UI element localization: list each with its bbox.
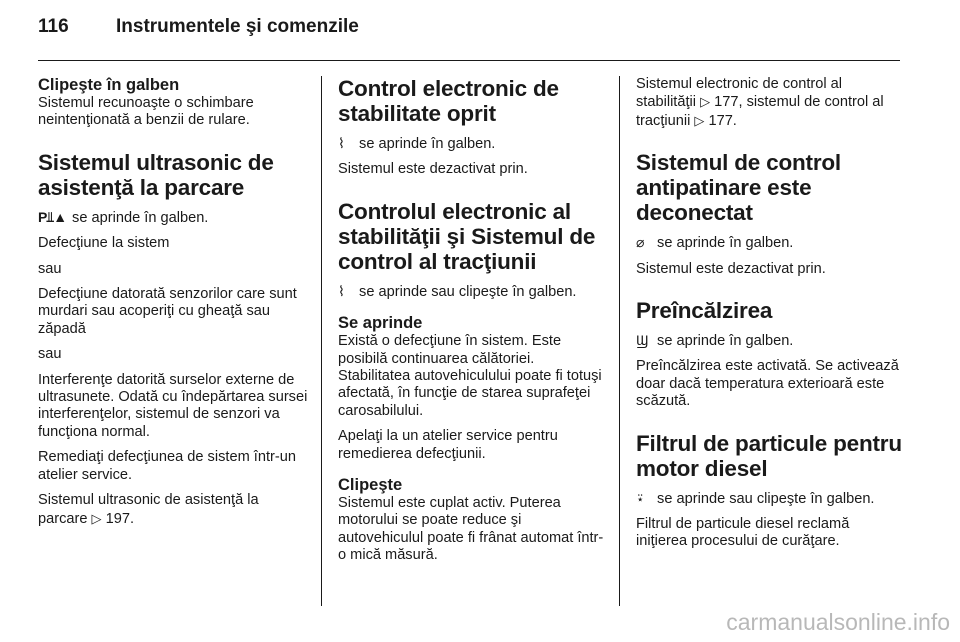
esc-heading: Controlul electronic al stabilităţii şi Sistemul de control al tracţiunii bbox=[338, 198, 596, 274]
page-number: 116 bbox=[38, 16, 69, 37]
paragraph: Sistemul este dezactivat prin. bbox=[338, 161, 528, 178]
parking-sensor-icon: P⫫▲ bbox=[38, 208, 67, 225]
paragraph-ref: Sistemul ultrasonic de asistenţă la parcare ▷ 197. bbox=[38, 492, 259, 527]
paragraph: Defecţiune datorată senzorilor care sunt murdari sau acoperiţi cu gheaţă sau zăpadă bbox=[38, 286, 297, 337]
abs-off-heading: Sistemul de control antipatinare este deconectat bbox=[636, 150, 841, 226]
parking-icon-text: se aprinde în galben. bbox=[68, 209, 209, 226]
column-3 bbox=[636, 76, 904, 551]
esc-icon-line: ⌇ se aprinde sau clipeşte în galben. bbox=[338, 282, 577, 300]
page-ref-arrow-icon: ▷ bbox=[91, 510, 102, 526]
column-1 bbox=[38, 76, 312, 528]
page-ref-link[interactable]: 177, sistemul de control al tracţiunii bbox=[636, 94, 884, 129]
running-title: Instrumentele şi comenzile bbox=[116, 16, 359, 37]
paragraph: Filtrul de particule diesel reclamă iniţierea procesului de curăţare. bbox=[636, 516, 850, 550]
traction-off-icon: ⌀ bbox=[636, 234, 645, 251]
blink-heading: Clipeşte în galben bbox=[38, 76, 180, 94]
paragraph: Interferenţe datorită surselor externe de ultrasunete. Odată cu îndepărtarea sursei interferenţelor, sistemul de senzori va funcţiona normal. bbox=[38, 371, 308, 440]
column-divider-2 bbox=[619, 76, 620, 606]
esc-off-icon: ⌇ bbox=[338, 135, 345, 151]
paragraph-ref: Sistemul electronic de control al stabilităţii ▷ 177, sistemul de control al tracţiunii ▷ 177. bbox=[636, 76, 884, 129]
paragraph: Preîncălzirea este activată. Se activează doar dacă temperatura exterioară este scăzută. bbox=[636, 358, 899, 410]
header-rule bbox=[38, 60, 900, 61]
esc-icon: ⌇ bbox=[338, 282, 345, 299]
page-ref-arrow-icon: ▷ bbox=[700, 94, 711, 110]
paragraph: Apelaţi la un atelier service pentru remedierea defecţiunii. bbox=[338, 428, 558, 462]
flash-heading: Clipeşte bbox=[338, 476, 403, 495]
dpf-icon-line: ⍣ se aprinde sau clipeşte în galben. bbox=[636, 489, 875, 507]
paragraph: Remediaţi defecţiunea de sistem într-un atelier service. bbox=[38, 449, 296, 483]
blink-text: Sistemul recunoaşte o schimbare neintenţionată a benzii de rulare. bbox=[38, 95, 254, 129]
paragraph: Există o defecţiune în sistem. Este posibilă continuarea călătoriei. Stabilitatea autovehiculului poate fi totuşi afectată, în funcţie de starea suprafeţei carosabilului. bbox=[338, 333, 602, 419]
parking-heading: Sistemul ultrasonic de asistenţă la parcare bbox=[38, 149, 274, 200]
paragraph: Sistemul este dezactivat prin. bbox=[636, 260, 826, 277]
column-divider-1 bbox=[321, 76, 322, 606]
watermark: carmanualsonline.info bbox=[726, 609, 950, 635]
paragraph: sau bbox=[38, 260, 62, 277]
page-header bbox=[38, 16, 359, 46]
esc-off-icon-line: ⌇ se aprinde în galben. bbox=[338, 135, 496, 152]
paragraph: Defecţiune la sistem bbox=[38, 235, 170, 252]
preheat-icon-line: Ϣ se aprinde în galben. bbox=[636, 332, 794, 350]
page-ref-arrow-icon: ▷ bbox=[694, 112, 705, 128]
paragraph: sau bbox=[38, 346, 62, 363]
paragraph: Sistemul este cuplat activ. Puterea motorului se poate reduce şi autovehiculul poate fi frânat automat într-o mică măsură. bbox=[338, 495, 604, 564]
page-ref-link[interactable]: 197. bbox=[101, 510, 135, 527]
esc-off-heading: Control electronic de stabilitate oprit bbox=[338, 76, 559, 126]
on-heading: Se aprinde bbox=[338, 314, 423, 333]
dpf-heading: Filtrul de particule pentru motor diesel bbox=[636, 430, 902, 481]
parking-icon-line bbox=[38, 209, 312, 227]
diesel-filter-icon: ⍣ bbox=[636, 489, 645, 506]
page-ref-link[interactable]: 177. bbox=[704, 112, 737, 129]
preheat-heading: Preîncălzirea bbox=[636, 298, 773, 324]
abs-off-icon-line: ⌀ se aprinde în galben. bbox=[636, 234, 794, 252]
glow-plug-icon: Ϣ bbox=[636, 332, 649, 349]
column-2 bbox=[338, 76, 608, 565]
